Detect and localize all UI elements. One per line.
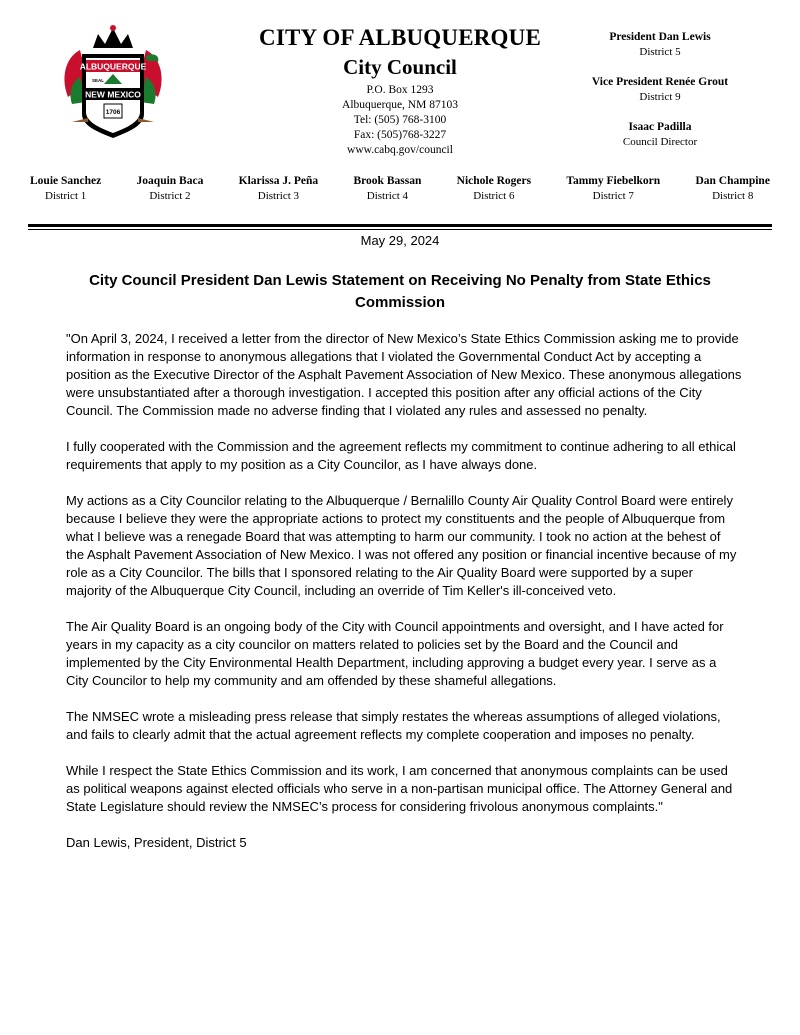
address-block: [230, 83, 570, 158]
council-member: [239, 174, 319, 203]
member-name: Tammy Fiebelkorn: [566, 175, 661, 187]
council-title: City Council: [343, 55, 457, 79]
member-district: District 7: [592, 190, 634, 202]
statement-headline: City Council President Dan Lewis Statement on Receiving No Penalty from State Ethics Commission: [89, 272, 711, 311]
address-line-city: Albuquerque, NM 87103: [342, 99, 458, 111]
letterhead-center: [230, 24, 570, 158]
officer-role: Council Director: [622, 136, 698, 148]
council-members-row: [30, 174, 770, 203]
council-member: [457, 174, 531, 203]
member-name: Klarissa J. Peña: [238, 175, 319, 187]
body-paragraph: I fully cooperated with the Commission and the agreement reflects my commitment to continue adhering to all ethical requirements that apply to my position as a City Councilor, as I have always done.: [66, 439, 736, 472]
body-paragraph: My actions as a City Councilor relating to the Albuquerque / Bernalillo County Air Quality Control Board were entirely because I believe they were the appropriate actions to protect my constituents and the people of Albuquerque from what I believe was a renegade Board that was attempting to harm our community. I took no action at the behest of the Asphalt Pavement Association of New Mexico. I was not offered any position or financial incentive because of my role as a City Councilor. The bills that I sponsored relating to the Air Quality Board were supported by a super majority of the Albuquerque City Council, including an override of Tim Keller's ill-conceived veto.: [66, 493, 737, 598]
header-divider-thin: [28, 229, 772, 230]
body-paragraph: The Air Quality Board is an ongoing body of the City with Council appointments and oversight, and I have acted for years in my capacity as a city councilor on matters related to policies set by the Board and the Council and implemented by the City Environmental Health Department, including approving a budget every year. I serve as a City Councilor to help my community and am offended by these shameful allegations.: [66, 619, 724, 688]
officer-role: District 9: [639, 91, 681, 103]
body-paragraph: "On April 3, 2024, I received a letter from the director of New Mexico’s State Ethics Commission asking me to provide information in response to anonymous allegations that I violated the Governmental Conduct Act by accepting a position as the Executive Director of the Asphalt Pavement Association of New Mexico. These anonymous allegations were unsubstantiated after a thorough investigation. I accepted this position after any official actions of the City Council. The Commission made no adverse finding that I violated any rules and assessed no penalty.: [66, 331, 742, 418]
member-district: District 2: [149, 190, 191, 202]
officer-name: Vice President Renée Grout: [591, 76, 729, 88]
member-district: District 1: [45, 190, 87, 202]
officer-president: [560, 30, 760, 59]
council-member: [137, 174, 204, 203]
city-seal-logo: [58, 22, 168, 142]
address-line-po-box: P.O. Box 1293: [366, 84, 434, 96]
body-paragraph: The NMSEC wrote a misleading press release that simply restates the whereas assumptions of alleged violations, and fails to clearly admit that the actual agreement reflects my complete cooperation and imposes no penalty.: [66, 709, 721, 742]
member-district: District 4: [366, 190, 409, 202]
council-member: [566, 174, 660, 203]
seal-text-bottom: NEW MEXICO: [85, 89, 141, 100]
officers-block: [560, 30, 760, 149]
seal-text-top: ALBUQUERQUE: [79, 61, 147, 72]
seal-text-mid: SEAL: [91, 78, 105, 83]
address-line-website: www.cabq.gov/council: [347, 144, 453, 156]
signature-line: Dan Lewis, President, District 5: [66, 835, 247, 850]
officer-council-director: [560, 120, 760, 149]
member-district: District 3: [257, 190, 300, 202]
body-paragraph: While I respect the State Ethics Commission and its work, I am concerned that anonymous complaints can be used as political weapons against elected officials who serve in a non-partisan municipal office. The Attorney General and State Legislature should review the NMSEC’s process for considering frivolous anonymous complaints.": [66, 763, 733, 814]
header-divider-thick: [28, 224, 772, 227]
member-name: Joaquin Baca: [136, 175, 204, 187]
member-district: District 8: [712, 190, 754, 202]
member-district: District 6: [473, 190, 515, 202]
council-member: [353, 174, 421, 203]
address-line-fax: Fax: (505)768-3227: [353, 129, 447, 141]
member-name: Louie Sanchez: [30, 175, 102, 187]
member-name: Nichole Rogers: [456, 175, 532, 187]
officer-name: Isaac Padilla: [628, 121, 692, 133]
council-member: [695, 174, 769, 203]
member-name: Dan Champine: [695, 175, 770, 187]
council-member: [30, 174, 101, 203]
city-title: CITY OF ALBUQUERQUE: [259, 25, 541, 50]
statement-body: [66, 330, 742, 870]
seal-year: 1706: [105, 109, 121, 116]
officer-role: District 5: [639, 46, 681, 58]
member-name: Brook Bassan: [353, 175, 422, 187]
statement-date: May 29, 2024: [360, 233, 440, 248]
address-line-tel: Tel: (505) 768-3100: [353, 114, 447, 126]
officer-name: President Dan Lewis: [609, 31, 711, 43]
officer-vice-president: [560, 75, 760, 104]
